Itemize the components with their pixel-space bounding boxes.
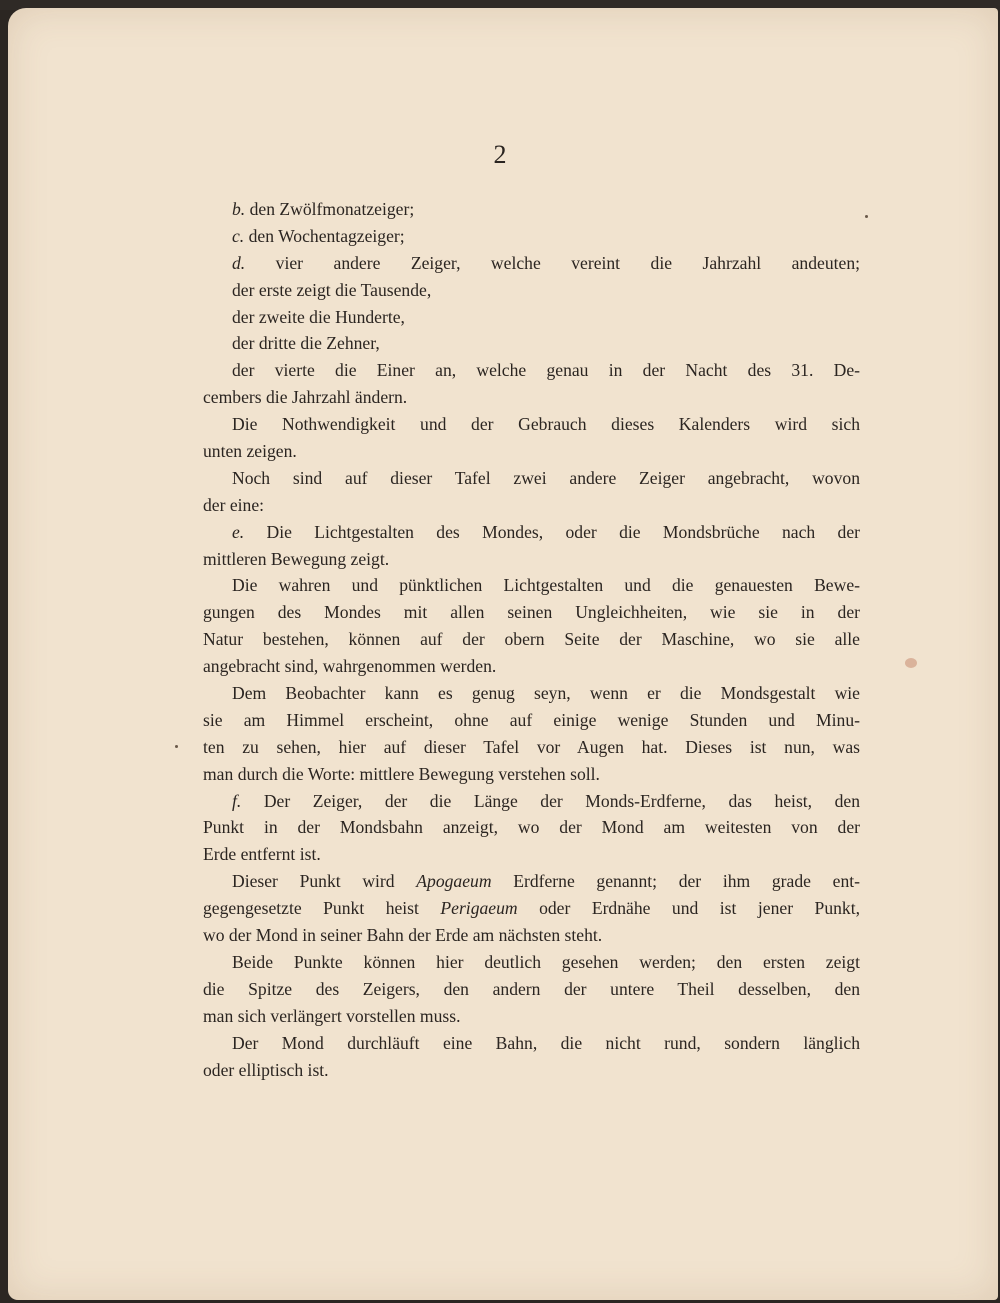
text-line — [203, 895, 860, 922]
paper-speck — [865, 215, 868, 218]
item-letter: f. — [232, 790, 242, 811]
text-line: wo der Mond in seiner Bahn der Erde am nächsten steht. — [203, 925, 603, 946]
line-text: oder Erdnähe und ist jener Punkt, — [517, 898, 861, 919]
line-text: Dieser Punkt wird — [232, 871, 417, 892]
text-line — [203, 223, 860, 250]
line-text: den Wochentagzeiger; — [244, 225, 405, 246]
paper-speck — [175, 745, 178, 748]
item-letter: c. — [232, 225, 245, 246]
text-line: der erste zeigt die Tausende, — [232, 279, 432, 300]
italic-term: Apogaeum — [416, 871, 492, 892]
text-line: die Spitze des Zeigers, den andern der untere Theil desselben, den — [203, 978, 860, 999]
text-line: Die wahren und pünktlichen Lichtgestalten und die genauesten Bewe- — [232, 575, 860, 596]
page-number: 2 — [493, 140, 507, 169]
text-line: oder elliptisch ist. — [203, 1059, 329, 1080]
text-line: gungen des Mondes mit allen seinen Ungleichheiten, wie sie in der — [203, 602, 860, 623]
text-line — [203, 868, 860, 895]
text-line: angebracht sind, wahrgenommen werden. — [203, 656, 497, 677]
text-line: ten zu sehen, hier auf dieser Tafel vor Augen hat. Dieses ist nun, was — [203, 736, 860, 757]
italic-term: Perigaeum — [440, 898, 518, 919]
text-line: cembers die Jahrzahl ändern. — [203, 387, 408, 408]
text-line: man durch die Worte: mittlere Bewegung verstehen soll. — [203, 763, 600, 784]
text-line: Erde entfernt ist. — [203, 844, 321, 865]
text-line: der vierte die Einer an, welche genau in der Nacht des 31. De- — [232, 360, 860, 381]
text-line: der eine: — [203, 494, 265, 515]
text-line: Natur bestehen, können auf der obern Seite der Maschine, wo sie alle — [203, 629, 860, 650]
line-text: Erdferne genannt; der ihm grade ent- — [491, 871, 860, 892]
text-line: Der Mond durchläuft eine Bahn, die nicht rund, sondern länglich — [232, 1032, 860, 1053]
text-line: man sich verlängert vorstellen muss. — [203, 1005, 461, 1026]
text-line — [203, 519, 860, 546]
line-text: vier andere Zeiger, welche vereint die Jahrzahl andeuten; — [245, 252, 860, 273]
line-text: Der Zeiger, der die Länge der Monds-Erdferne, das heist, den — [241, 790, 860, 811]
text-line: Die Nothwendigkeit und der Gebrauch dieses Kalenders wird sich — [232, 414, 860, 435]
text-line — [203, 250, 860, 277]
item-letter: d. — [232, 252, 246, 273]
body-text — [203, 196, 860, 1083]
text-line: mittleren Bewegung zeigt. — [203, 548, 390, 569]
text-line — [203, 788, 860, 815]
text-line: Dem Beobachter kann es genug seyn, wenn er die Mondsgestalt wie — [232, 683, 860, 704]
item-letter: e. — [232, 521, 245, 542]
text-line: Beide Punkte können hier deutlich gesehen werden; den ersten zeigt — [232, 951, 860, 972]
paper-stain — [905, 658, 917, 668]
line-text: gegengesetzte Punkt heist — [203, 898, 441, 919]
text-line: Noch sind auf dieser Tafel zwei andere Zeiger angebracht, wovon — [232, 467, 860, 488]
text-line: unten zeigen. — [203, 441, 297, 462]
text-line: der dritte die Zehner, — [232, 333, 380, 354]
text-line: sie am Himmel erscheint, ohne auf einige wenige Stunden und Minu- — [203, 709, 860, 730]
item-letter: b. — [232, 199, 246, 219]
line-text: den Zwölfmonatzeiger; — [245, 199, 415, 219]
text-line — [203, 196, 860, 223]
text-line: der zweite die Hunderte, — [232, 306, 405, 327]
text-line: Punkt in der Mondsbahn anzeigt, wo der Mond am weitesten von der — [203, 817, 860, 838]
line-text: Die Lichtgestalten des Mondes, oder die Mondsbrüche nach der — [244, 521, 860, 542]
